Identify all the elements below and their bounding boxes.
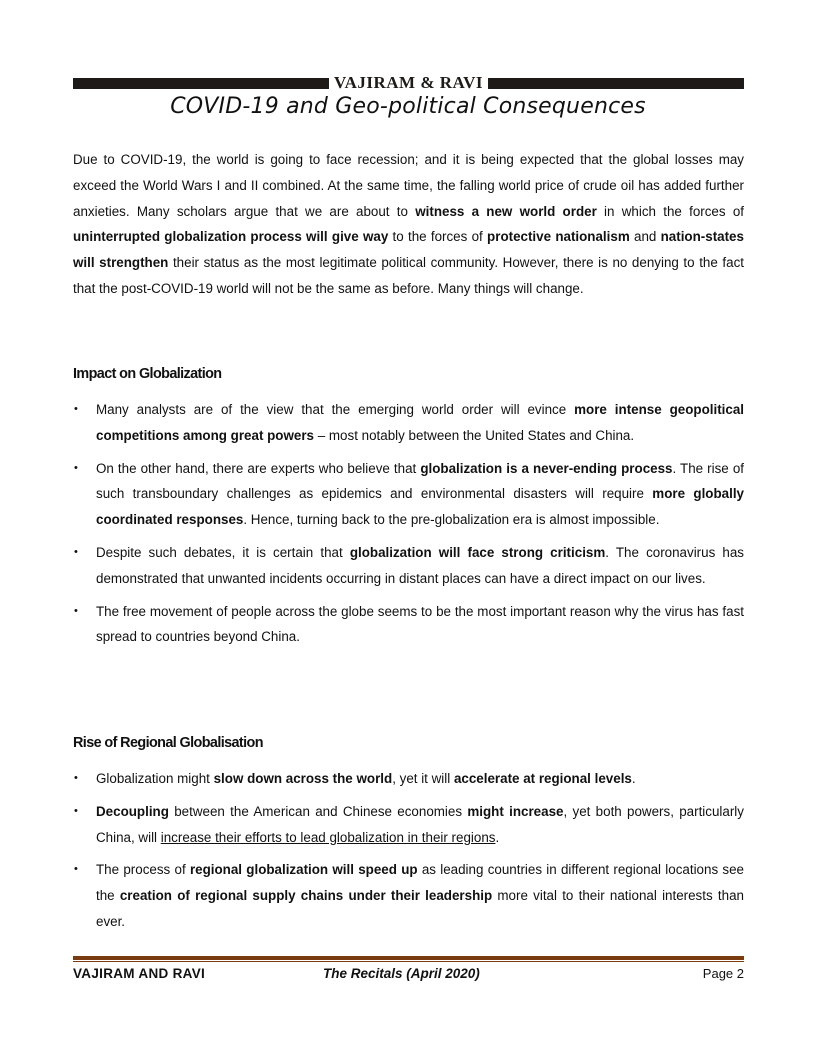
bullet-item [73,599,744,651]
bullet-icon: • [74,461,78,474]
text-run: . The coronavirus has demonstrated that unwanted incidents occurring in distant places can have a direct impact on our lives. [96,544,744,586]
bullet-icon: • [74,545,78,558]
bold-text: protective nationalism [487,229,630,245]
bold-text: slow down across the world [213,771,393,786]
text-run: more vital to their national interests than ever. [96,888,744,929]
bold-text: nation-states will strengthen [73,229,744,271]
bold-text: globalization will face strong criticism [349,544,606,560]
bullet-icon: • [74,604,78,617]
text-run: in which the forces of [596,203,744,219]
bullet-icon: • [74,772,78,784]
header-brand: VAJIRAM & RAVI [334,73,483,92]
text-run: . Hence, turning back to the pre-globalization era is almost impossible. [243,512,660,528]
text-run: The process of [96,862,190,878]
page-title: COVID-19 and Geo-political Consequences [170,94,646,119]
bullet-item [73,799,744,851]
page-footer [73,966,744,984]
text-run: . [631,771,636,786]
text-run: Globalization might [96,771,214,786]
bullet-item [73,397,744,449]
document-body [73,147,745,929]
bold-text: creation of regional supply chains under their leadership [119,888,493,904]
header-bar-left [73,78,329,89]
text-run: . [495,829,500,845]
text-run: as leading countries in different regional locations see the [96,862,745,904]
text-run: and [629,229,661,245]
bullet-icon: • [74,403,78,415]
section-heading-regional: Rise of Regional Globalisation [73,735,263,751]
page-number: Page 2 [702,966,744,981]
impact-bullet-list [73,397,744,657]
bullet-icon: • [74,804,78,817]
text-run: On the other hand, there are experts who believe that [96,460,421,476]
footer-rule-thin [73,961,744,962]
bullet-icon: • [74,863,78,876]
text-run: , yet both powers, particularly China, will [96,803,744,845]
bold-text: uninterrupted globalization process will give way [73,229,389,245]
text-run: The free movement of people across the globe seems to be the most important reason why the virus has fast spread to countries beyond China. [96,603,744,645]
bold-text: witness a new world order [415,203,597,219]
bold-text: regional globalization will speed up [189,862,418,878]
text-run: to the forces of [388,229,488,245]
header-band [73,75,744,91]
footer-publication: The Recitals (April 2020) [323,966,480,981]
footer-rule-thick [73,956,744,960]
bold-text: more globally coordinated responses [96,486,744,528]
text-run: between the American and Chinese economies [168,803,468,819]
text-run: – most notably between the United States and China. [314,427,635,443]
bold-text: Decoupling [96,803,169,819]
footer-brand: VAJIRAM AND RAVI [73,966,206,981]
underlined-text: increase their efforts to lead globalization in their regions [160,829,496,845]
header-bar-right [488,78,744,89]
bullet-item [73,540,744,592]
section-heading-impact: Impact on Globalization [73,366,222,382]
text-run: their status as the most legitimate political community. However, there is no denying to the fact that the post-COVID-19 world will not be the same as before. Many things will change. [73,255,744,296]
footer-rule [73,956,744,962]
text-run: Despite such debates, it is certain that [96,544,350,560]
text-run: . The rise of such transboundary challenges as epidemics and environmental disasters will require [96,460,744,502]
bold-text: globalization is a never-ending process [420,460,673,476]
bold-text: accelerate at regional levels [453,771,632,786]
text-run: Many analysts are of the view that the emerging world order will evince [96,402,575,417]
text-run: , yet it will [392,771,454,786]
intro-paragraph [73,147,744,302]
text-run: Due to COVID-19, the world is going to face recession; and it is being expected that the global losses may exceed the World Wars I and II combined. At the same time, the falling world price of crude oil has added further anxieties. Many scholars argue that we are about to [73,152,744,219]
bold-text: might increase [467,803,564,819]
bullet-item [73,766,744,792]
bullet-item [73,857,744,934]
bold-text: more intense geopolitical competitions among great powers [96,402,744,443]
bullet-item [73,456,744,533]
regional-bullet-list [73,766,744,942]
